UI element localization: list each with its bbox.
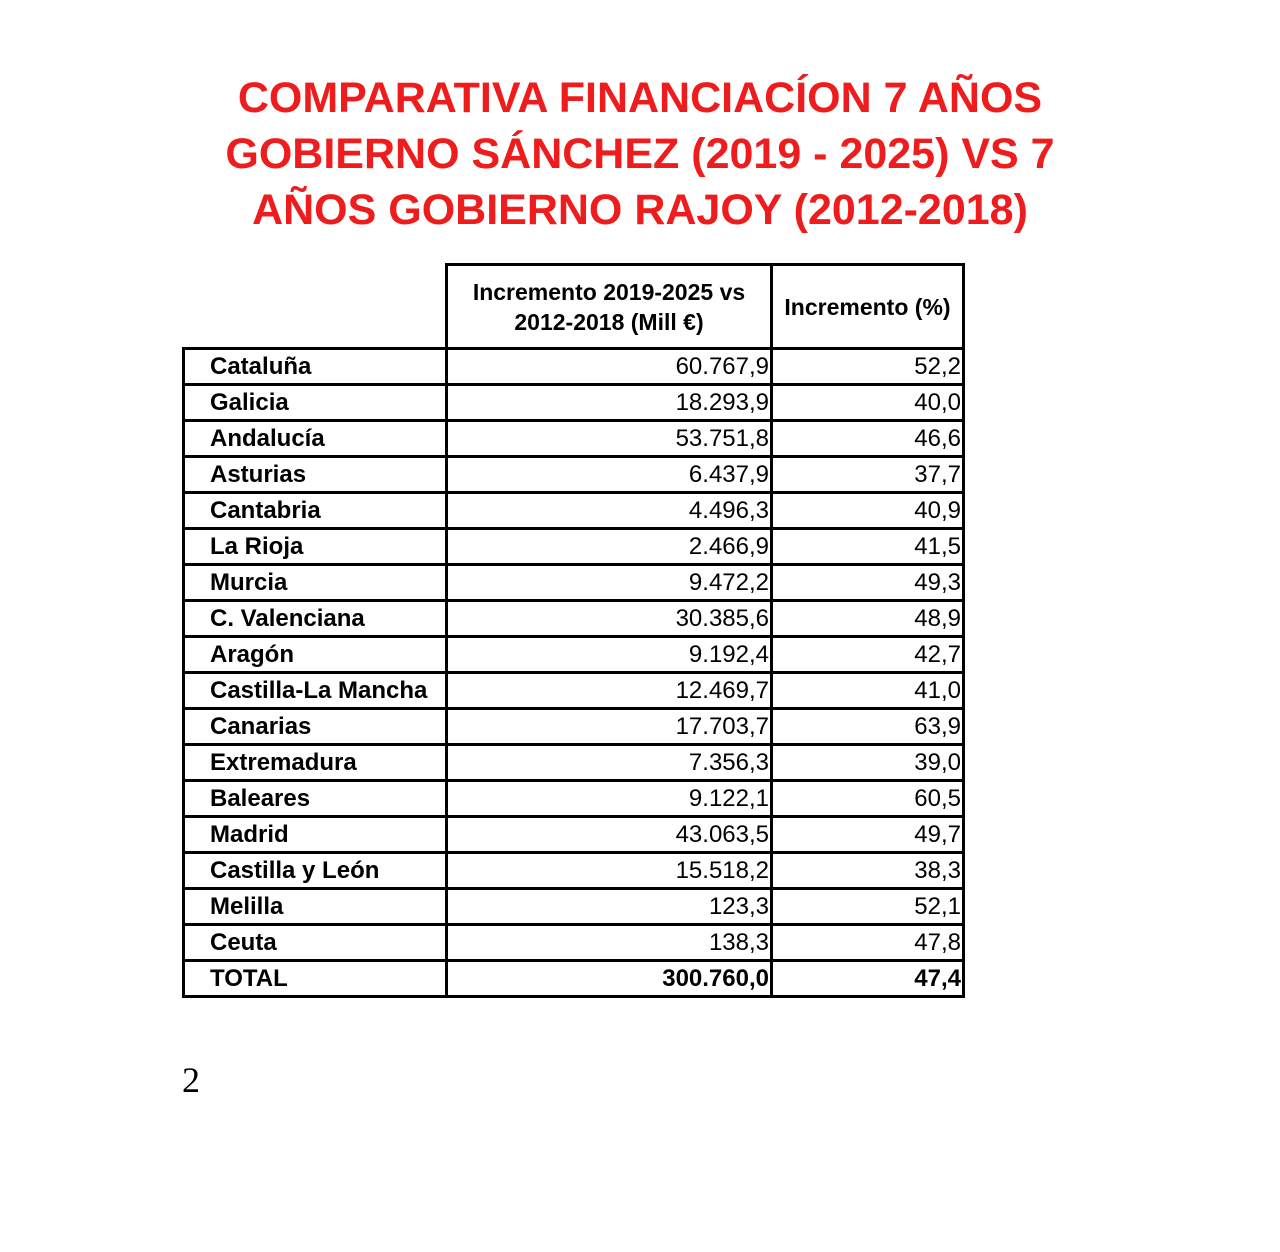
increment-cell: 6.437,9 (447, 457, 772, 493)
percent-cell: 38,3 (772, 853, 964, 889)
financing-table (182, 263, 965, 998)
total-label: TOTAL (184, 961, 447, 997)
region-cell: Asturias (184, 457, 447, 493)
increment-cell: 15.518,2 (447, 853, 772, 889)
table-row (184, 601, 964, 637)
header-increment-line-2: 2012-2018 (Mill €) (514, 308, 704, 335)
header-increment-line-1: Incremento 2019-2025 vs (472, 278, 746, 305)
percent-cell: 48,9 (772, 601, 964, 637)
page-number: 2 (182, 1060, 200, 1100)
increment-cell: 7.356,3 (447, 745, 772, 781)
region-cell: Cataluña (184, 349, 447, 385)
table-row (184, 709, 964, 745)
region-cell: Castilla y León (184, 853, 447, 889)
percent-cell: 46,6 (772, 421, 964, 457)
percent-cell: 47,8 (772, 925, 964, 961)
table-body (184, 349, 964, 997)
increment-cell: 2.466,9 (447, 529, 772, 565)
region-cell: Canarias (184, 709, 447, 745)
table-row (184, 853, 964, 889)
increment-cell: 30.385,6 (447, 601, 772, 637)
table-row (184, 781, 964, 817)
percent-cell: 49,3 (772, 565, 964, 601)
region-cell: Baleares (184, 781, 447, 817)
percent-cell: 63,9 (772, 709, 964, 745)
total-row (184, 961, 964, 997)
increment-cell: 18.293,9 (447, 385, 772, 421)
table-row (184, 529, 964, 565)
table-row (184, 745, 964, 781)
table-row (184, 457, 964, 493)
percent-cell: 41,0 (772, 673, 964, 709)
table-row (184, 349, 964, 385)
increment-cell: 123,3 (447, 889, 772, 925)
percent-cell: 41,5 (772, 529, 964, 565)
increment-cell: 60.767,9 (447, 349, 772, 385)
title-line-1: COMPARATIVA FINANCIACÍON 7 AÑOS (237, 74, 1043, 122)
header-region (184, 265, 447, 349)
increment-cell: 53.751,8 (447, 421, 772, 457)
title-line-2: GOBIERNO SÁNCHEZ (2019 - 2025) VS 7 (225, 130, 1055, 178)
table-row (184, 565, 964, 601)
percent-cell: 42,7 (772, 637, 964, 673)
region-cell: C. Valenciana (184, 601, 447, 637)
total-percent: 47,4 (772, 961, 964, 997)
percent-cell: 40,0 (772, 385, 964, 421)
percent-cell: 60,5 (772, 781, 964, 817)
region-cell: Castilla-La Mancha (184, 673, 447, 709)
increment-cell: 9.472,2 (447, 565, 772, 601)
percent-cell: 37,7 (772, 457, 964, 493)
increment-cell: 12.469,7 (447, 673, 772, 709)
table-row (184, 817, 964, 853)
percent-cell: 39,0 (772, 745, 964, 781)
increment-cell: 43.063,5 (447, 817, 772, 853)
region-cell: Murcia (184, 565, 447, 601)
percent-cell: 52,1 (772, 889, 964, 925)
percent-cell: 49,7 (772, 817, 964, 853)
table-row (184, 493, 964, 529)
percent-cell: 40,9 (772, 493, 964, 529)
region-cell: Extremadura (184, 745, 447, 781)
header-percent: Incremento (%) (772, 265, 964, 349)
increment-cell: 17.703,7 (447, 709, 772, 745)
title-line-3: AÑOS GOBIERNO RAJOY (2012-2018) (252, 186, 1028, 234)
region-cell: Melilla (184, 889, 447, 925)
header-row (184, 265, 964, 349)
table-row (184, 673, 964, 709)
table-row (184, 637, 964, 673)
table-header (184, 265, 964, 349)
region-cell: Madrid (184, 817, 447, 853)
region-cell: Ceuta (184, 925, 447, 961)
percent-cell: 52,2 (772, 349, 964, 385)
region-cell: Cantabria (184, 493, 447, 529)
region-cell: La Rioja (184, 529, 447, 565)
header-increment (447, 265, 772, 349)
table-row (184, 385, 964, 421)
table-row (184, 925, 964, 961)
total-increment: 300.760,0 (447, 961, 772, 997)
region-cell: Galicia (184, 385, 447, 421)
region-cell: Aragón (184, 637, 447, 673)
increment-cell: 9.122,1 (447, 781, 772, 817)
page-title (140, 70, 1140, 238)
increment-cell: 9.192,4 (447, 637, 772, 673)
increment-cell: 4.496,3 (447, 493, 772, 529)
table-row (184, 889, 964, 925)
increment-cell: 138,3 (447, 925, 772, 961)
table-row (184, 421, 964, 457)
region-cell: Andalucía (184, 421, 447, 457)
